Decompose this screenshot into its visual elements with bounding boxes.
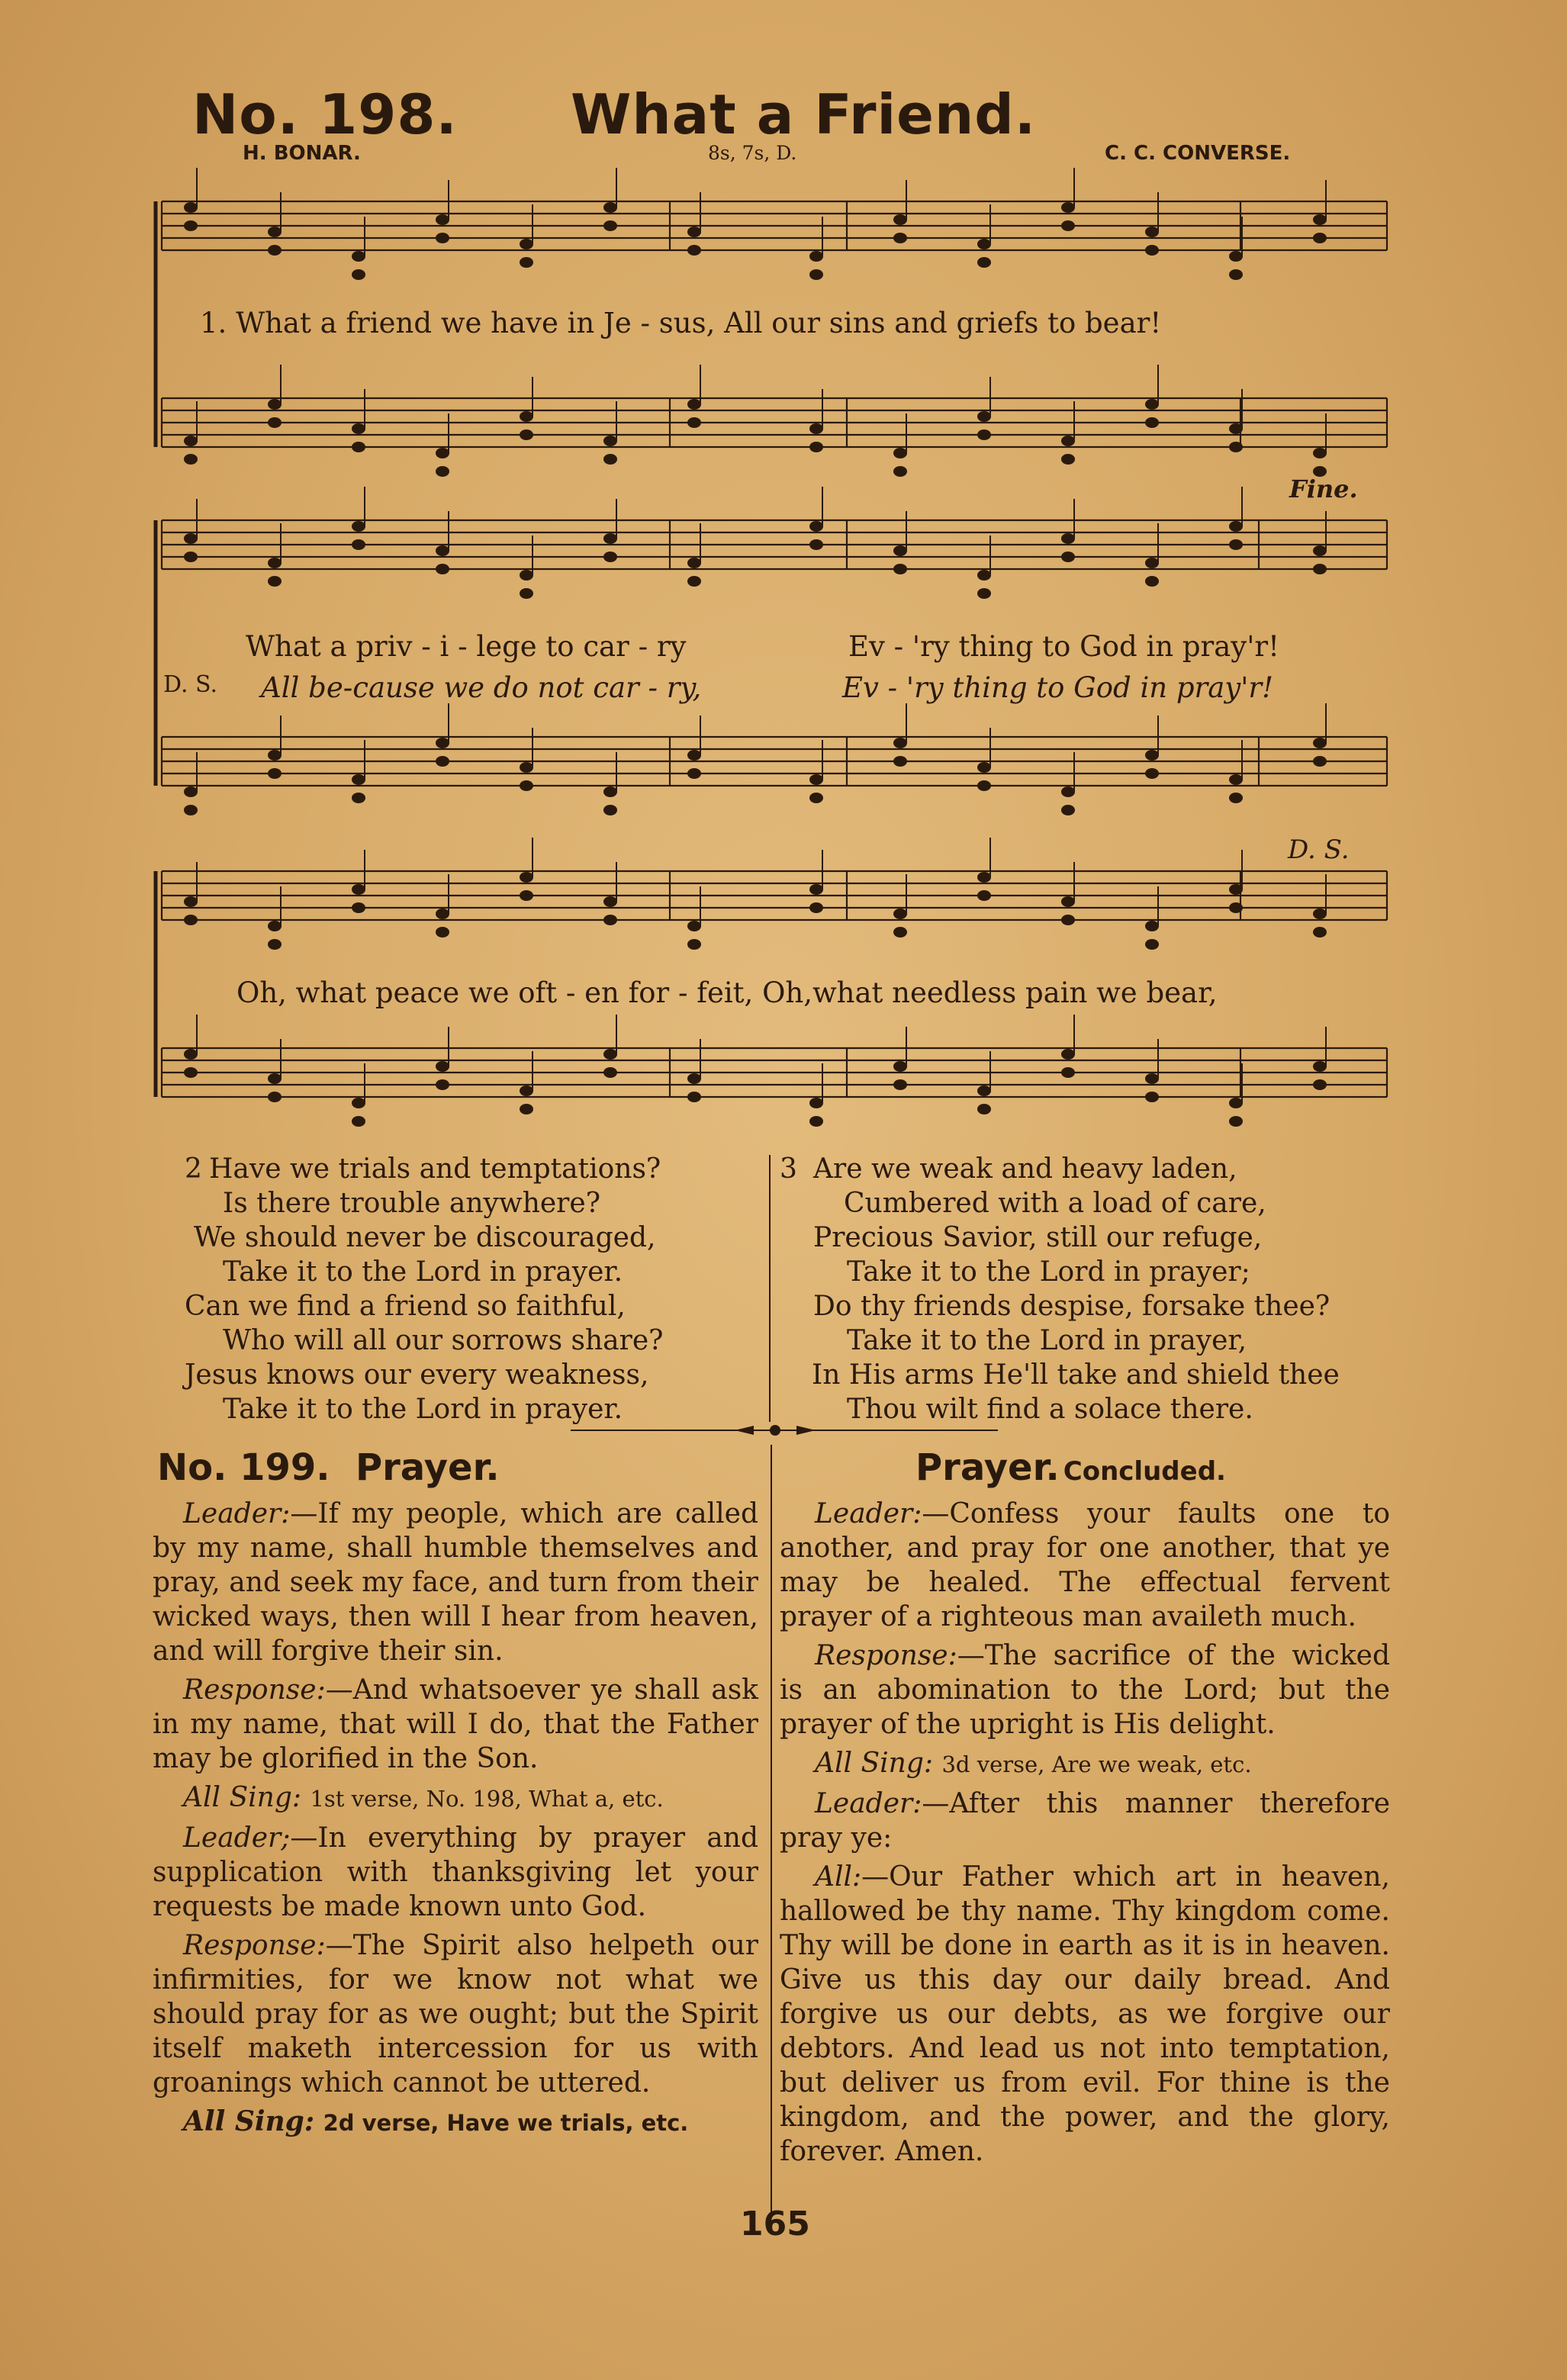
leader-text: —After this manner therefore pray ye: <box>780 1788 1390 1854</box>
verse-line: Is there trouble anywhere? <box>223 1188 600 1219</box>
note-head <box>603 786 617 797</box>
note-head <box>268 1073 282 1084</box>
note-head <box>687 227 701 237</box>
note-head <box>893 564 907 574</box>
note-head <box>352 442 365 452</box>
note-head <box>1229 774 1243 785</box>
response-label: Response: <box>183 1930 326 1961</box>
verse-2 <box>185 1152 663 1426</box>
note-head <box>603 202 617 213</box>
note-head <box>352 269 365 280</box>
note-head <box>352 1116 365 1127</box>
note-head <box>603 533 617 544</box>
note-head <box>520 1104 533 1114</box>
reading-right-column <box>780 1497 1390 2173</box>
verse-line: Have we trials and temptations? <box>209 1153 661 1185</box>
column-divider <box>771 1445 772 2215</box>
note-head <box>687 399 701 410</box>
note-head <box>1313 927 1327 938</box>
note-head <box>352 1098 365 1108</box>
response-text: —The sacrifice of the wicked is an abomination to the Lord; but the prayer of the upright is His delight. <box>780 1640 1390 1740</box>
note-head <box>603 454 617 465</box>
note-head <box>184 786 198 797</box>
note-head <box>1061 1067 1075 1078</box>
composer: C. C. CONVERSE. <box>1105 142 1291 165</box>
verse-line: Cumbered with a load of care, <box>844 1188 1266 1219</box>
note-head <box>893 1061 907 1072</box>
note-head <box>687 417 701 428</box>
note-head <box>809 251 823 262</box>
note-head <box>268 576 282 587</box>
note-head <box>184 202 198 213</box>
note-head <box>268 1092 282 1102</box>
verse-3-number: 3 <box>780 1153 797 1185</box>
note-head <box>520 872 533 883</box>
note-head <box>1229 902 1243 913</box>
note-head <box>977 239 991 249</box>
note-head <box>1061 202 1075 213</box>
note-head <box>809 793 823 803</box>
verse-2-number: 2 <box>185 1153 202 1185</box>
note-head <box>1229 269 1243 280</box>
note-head <box>809 1116 823 1127</box>
note-head <box>893 738 907 748</box>
note-head <box>1229 884 1243 895</box>
note-head <box>1061 454 1075 465</box>
note-head <box>520 570 533 581</box>
note-head <box>603 915 617 925</box>
note-head <box>809 269 823 280</box>
note-head <box>1145 245 1159 256</box>
note-head <box>520 762 533 773</box>
note-head <box>603 220 617 231</box>
leader-text: —Confess your faults one to another, and pray for one another, that ye may be healed. The effectual fervent prayer of a righteous man availeth much. <box>780 1498 1390 1632</box>
verse-line: We should never be discouraged, <box>194 1222 656 1253</box>
note-head <box>1061 1049 1075 1060</box>
verse-line: Jesus knows our every weakness, <box>185 1359 649 1391</box>
note-head <box>603 805 617 815</box>
ds-lyric-line: All be-cause we do not car - ry, <box>261 671 702 704</box>
response-label: Response: <box>183 1674 326 1706</box>
note-head <box>436 927 449 938</box>
note-head <box>520 780 533 791</box>
note-head <box>1061 533 1075 544</box>
reading-concluded-title: Prayer. <box>915 1446 1060 1489</box>
all-sing-text: 3d verse, Are we weak, etc. <box>941 1751 1252 1777</box>
verse-divider <box>769 1155 771 1422</box>
verse-line: Take it to the Lord in prayer, <box>847 1325 1247 1356</box>
fine-mark: Fine. <box>1289 474 1358 503</box>
note-head <box>1313 545 1327 556</box>
verse-line: Are we weak and heavy laden, <box>813 1153 1237 1185</box>
note-head <box>603 436 617 446</box>
note-head <box>1313 233 1327 243</box>
note-head <box>893 1079 907 1090</box>
leader-text: —If my people, which are called by my name, shall humble themselves and pray, and seek my face, and turn from their wicked ways, then will I hear from heaven, and will forgive their sin. <box>153 1498 758 1667</box>
note-head <box>687 750 701 761</box>
note-head <box>1313 909 1327 919</box>
note-head <box>1145 576 1159 587</box>
note-head <box>1145 399 1159 410</box>
note-head <box>1229 1098 1243 1108</box>
note-head <box>352 539 365 550</box>
note-head <box>268 558 282 568</box>
note-head <box>268 939 282 950</box>
note-head <box>809 902 823 913</box>
note-head <box>977 872 991 883</box>
note-head <box>1145 558 1159 568</box>
note-head <box>893 448 907 458</box>
note-head <box>1313 1061 1327 1072</box>
note-head <box>893 233 907 243</box>
note-head <box>436 756 449 767</box>
ds-label: D. S. <box>163 671 218 698</box>
note-head <box>184 1049 198 1060</box>
note-head <box>184 915 198 925</box>
note-head <box>1145 921 1159 931</box>
verse-line: Take it to the Lord in prayer. <box>223 1394 623 1425</box>
verse-line: Do thy friends despise, forsake thee? <box>813 1291 1331 1322</box>
note-head <box>1061 436 1075 446</box>
note-head <box>1229 442 1243 452</box>
all-label: All: <box>815 1861 862 1893</box>
note-head <box>1229 251 1243 262</box>
leader-label: Leader: <box>815 1498 922 1529</box>
note-head <box>687 921 701 931</box>
note-head <box>1229 521 1243 532</box>
prayer-text: —Our Father which art in heaven, hallowed be thy name. Thy kingdom come. Thy will be done in earth as it is in heaven. Give us this day our daily bread. And forgive us our debts, as we forgive our debtors. And lead us not into temptation, but deliver us from evil. For thine is the kingdom, and the power, and the glory, forever. Amen. <box>780 1861 1390 2167</box>
all-sing-text: 1st verse, No. 198, What a, etc. <box>310 1786 664 1812</box>
note-head <box>268 227 282 237</box>
verse-line: Take it to the Lord in prayer; <box>847 1256 1250 1288</box>
note-head <box>1313 564 1327 574</box>
note-head <box>687 576 701 587</box>
note-head <box>1061 220 1075 231</box>
reading-number: No. 199. <box>157 1446 330 1489</box>
note-head <box>268 921 282 931</box>
note-head <box>893 214 907 225</box>
verse-line: Thou wilt find a solace there. <box>847 1394 1253 1425</box>
response-label: Response: <box>815 1640 957 1671</box>
note-head <box>184 896 198 907</box>
note-head <box>893 466 907 477</box>
note-head <box>1145 1073 1159 1084</box>
note-head <box>268 750 282 761</box>
note-head <box>268 245 282 256</box>
leader-text: —In everything by prayer and supplication with thanksgiving let your requests be made known unto God. <box>153 1822 758 1922</box>
response-text: —And whatsoever ye shall ask in my name, that will I do, that the Father may be glorified in the Son. <box>153 1674 758 1774</box>
note-head <box>520 257 533 268</box>
note-head <box>1229 793 1243 803</box>
verse-line: In His arms He'll take and shield thee <box>812 1359 1340 1391</box>
ds-lyric-line-b: Ev - 'ry thing to God in pray'r! <box>842 671 1273 704</box>
leader-label: Leader: <box>183 1498 291 1529</box>
note-head <box>436 1079 449 1090</box>
all-sing-label: All Sing: <box>183 1782 302 1813</box>
all-sing-text: 2d verse, Have we trials, etc. <box>323 2110 689 2136</box>
note-head <box>603 1049 617 1060</box>
response-text: —The Spirit also helpeth our infirmities, for we know not what we should pray for as we ought; but the Spirit itself maketh intercession for us with groanings which cannot be uttered. <box>153 1930 758 2099</box>
note-head <box>893 909 907 919</box>
note-head <box>520 588 533 599</box>
note-head <box>436 448 449 458</box>
note-head <box>977 588 991 599</box>
note-head <box>436 909 449 919</box>
note-head <box>977 257 991 268</box>
note-head <box>1061 786 1075 797</box>
note-head <box>977 780 991 791</box>
note-head <box>1145 750 1159 761</box>
note-head <box>977 1085 991 1096</box>
note-head <box>893 927 907 938</box>
page-number: 165 <box>740 2205 810 2243</box>
note-head <box>1145 939 1159 950</box>
note-head <box>603 552 617 562</box>
lyric-line-2: What a priv - i - lege to car - ry <box>246 630 687 663</box>
note-head <box>687 1092 701 1102</box>
note-head <box>352 521 365 532</box>
note-head <box>977 570 991 581</box>
note-head <box>436 214 449 225</box>
all-sing-label: All Sing: <box>183 2105 315 2137</box>
note-head <box>977 890 991 901</box>
verse-3 <box>780 1152 1340 1426</box>
note-head <box>520 429 533 440</box>
hymn-title: What a Friend. <box>571 82 1037 146</box>
note-head <box>520 411 533 422</box>
note-head <box>184 220 198 231</box>
note-head <box>687 1073 701 1084</box>
note-head <box>1229 1116 1243 1127</box>
lyric-line-2b: Ev - 'ry thing to God in pray'r! <box>848 630 1279 663</box>
note-head <box>809 423 823 434</box>
note-head <box>520 239 533 249</box>
note-head <box>1061 552 1075 562</box>
note-head <box>893 756 907 767</box>
reading-left-column <box>153 1497 758 2145</box>
note-head <box>1145 417 1159 428</box>
note-head <box>977 1104 991 1114</box>
ds-mark: D. S. <box>1288 835 1350 865</box>
note-head <box>1313 214 1327 225</box>
note-head <box>687 558 701 568</box>
note-head <box>184 552 198 562</box>
music-score <box>0 0 1567 1144</box>
note-head <box>268 768 282 779</box>
note-head <box>603 1067 617 1078</box>
note-head <box>687 768 701 779</box>
note-head <box>184 1067 198 1078</box>
verse-line: Who will all our sorrows share? <box>223 1325 664 1356</box>
note-head <box>687 939 701 950</box>
meter: 8s, 7s, D. <box>708 142 797 164</box>
note-head <box>184 805 198 815</box>
note-head <box>603 896 617 907</box>
note-head <box>436 466 449 477</box>
note-head <box>1061 915 1075 925</box>
note-head <box>520 890 533 901</box>
ornament-divider <box>571 1419 998 1442</box>
author: H. BONAR. <box>243 142 361 165</box>
lyric-line-3: Oh, what peace we oft - en for - feit, Oh,what needless pain we bear, <box>236 976 1218 1009</box>
note-head <box>1061 805 1075 815</box>
note-head <box>352 774 365 785</box>
note-head <box>268 399 282 410</box>
note-head <box>809 1098 823 1108</box>
note-head <box>436 564 449 574</box>
leader-label: Leader; <box>183 1822 291 1854</box>
note-head <box>352 251 365 262</box>
note-head <box>436 738 449 748</box>
reading-title: Prayer. <box>355 1446 500 1489</box>
note-head <box>520 1085 533 1096</box>
note-head <box>352 884 365 895</box>
note-head <box>809 884 823 895</box>
note-head <box>809 539 823 550</box>
reading-heading <box>157 1446 500 1489</box>
note-head <box>1145 227 1159 237</box>
note-head <box>436 233 449 243</box>
note-head <box>1313 756 1327 767</box>
lyric-line-1: 1. What a friend we have in Je - sus, All our sins and griefs to bear! <box>200 307 1162 339</box>
note-head <box>184 533 198 544</box>
note-head <box>893 545 907 556</box>
note-head <box>977 411 991 422</box>
note-head <box>809 774 823 785</box>
verse-line: Can we find a friend so faithful, <box>185 1291 626 1322</box>
verse-line: Precious Savior, still our refuge, <box>813 1222 1263 1253</box>
note-head <box>1313 1079 1327 1090</box>
note-head <box>436 1061 449 1072</box>
note-head <box>1313 448 1327 458</box>
note-head <box>809 442 823 452</box>
note-head <box>184 454 198 465</box>
note-head <box>977 762 991 773</box>
hymn-number: No. 198. <box>192 82 458 146</box>
leader-label: Leader: <box>815 1788 922 1819</box>
note-head <box>809 521 823 532</box>
note-head <box>352 423 365 434</box>
reading-concluded-heading <box>915 1446 1226 1489</box>
note-head <box>1229 423 1243 434</box>
verse-line: Take it to the Lord in prayer. <box>223 1256 623 1288</box>
note-head <box>352 902 365 913</box>
note-head <box>1313 738 1327 748</box>
note-head <box>268 417 282 428</box>
note-head <box>687 245 701 256</box>
note-head <box>184 436 198 446</box>
all-sing-label: All Sing: <box>815 1748 934 1779</box>
note-head <box>436 545 449 556</box>
note-head <box>352 793 365 803</box>
note-head <box>1229 539 1243 550</box>
note-head <box>977 429 991 440</box>
note-head <box>1145 768 1159 779</box>
note-head <box>1145 1092 1159 1102</box>
reading-concluded-sub: Concluded. <box>1063 1456 1226 1487</box>
note-head <box>1061 896 1075 907</box>
